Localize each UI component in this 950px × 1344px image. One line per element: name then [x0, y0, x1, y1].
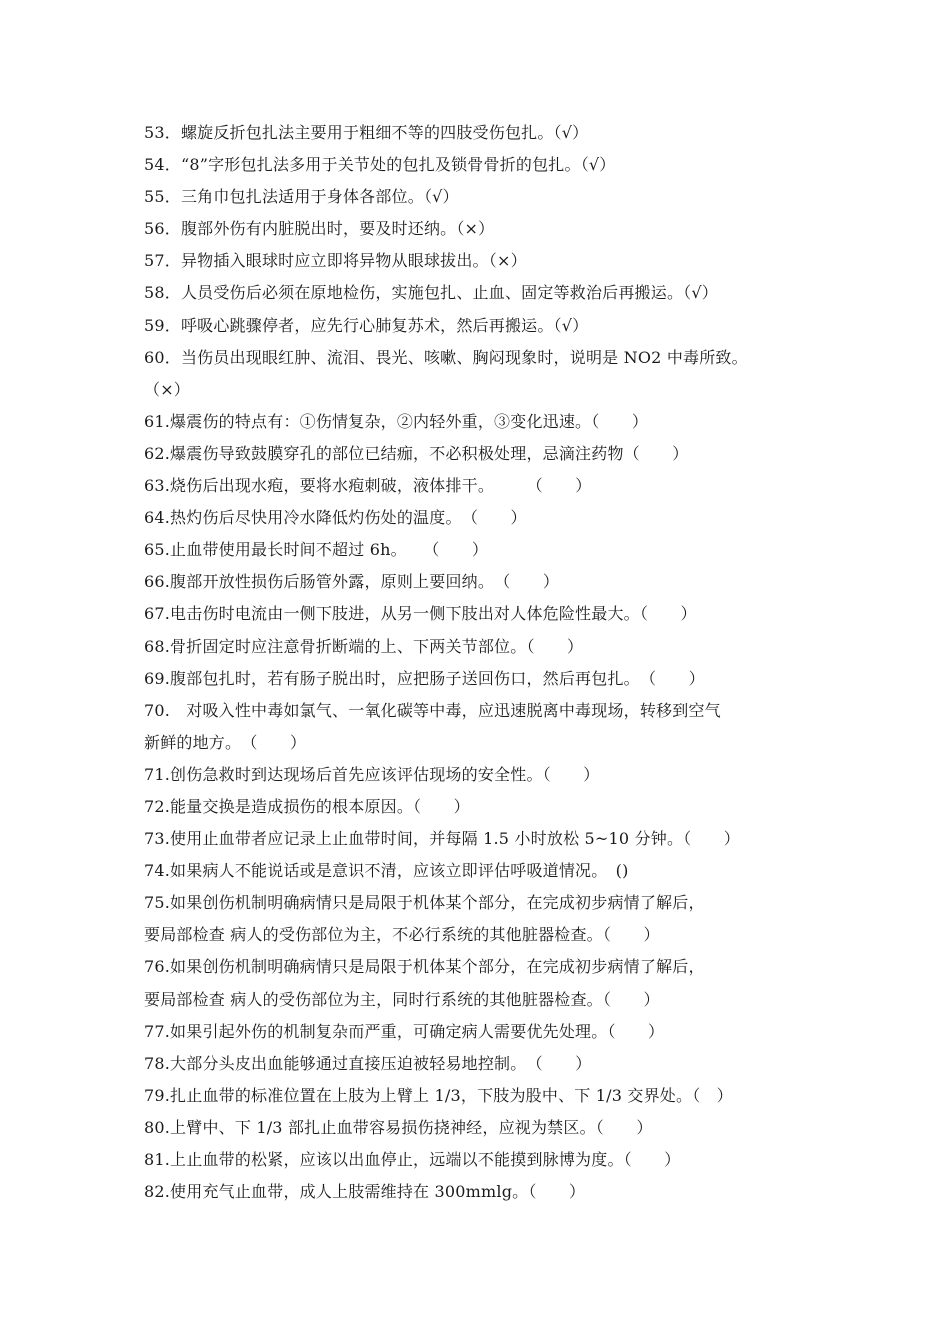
- text-line: 74.如果病人不能说话或是意识不清，应该立即评估呼吸道情况。 (): [144, 861, 629, 881]
- text-line: 58．人员受伤后必须在原地检伤，实施包扎、止血、固定等救治后再搬运。（√）: [144, 283, 718, 303]
- text-line: 72.能量交换是造成损伤的根本原因。（ ）: [144, 796, 470, 816]
- text-line: 77.如果引起外伤的机制复杂而严重，可确定病人需要优先处理。（ ）: [144, 1021, 665, 1041]
- text-line: 要局部检查 病人的受伤部位为主，不必行系统的其他脏器检查。（ ）: [144, 925, 660, 945]
- text-line: 56．腹部外伤有内脏脱出时，要及时还纳。（×）: [144, 219, 495, 239]
- text-line: 新鲜的地方。 （ ）: [144, 732, 307, 752]
- text-line: 82.使用充气止血带，成人上肢需维持在 300mmlg。（ ）: [144, 1182, 586, 1202]
- text-line: 63.烧伤后出现水疱，要将水疱刺破，液体排干。 （ ）: [144, 476, 592, 496]
- text-line: 79.扎止血带的标准位置在上肢为上臂上 1/3，下肢为股中、下 1/3 交界处。（ ）: [144, 1085, 733, 1105]
- text-line: 55．三角巾包扎法适用于身体各部位。（√）: [144, 187, 459, 207]
- text-line: 64.热灼伤后尽快用冷水降低灼伤处的温度。 （ ）: [144, 508, 527, 528]
- text-line: 57．异物插入眼球时应立即将异物从眼球拔出。（×）: [144, 251, 527, 271]
- text-line: 61.爆震伤的特点有：①伤情复杂，②内轻外重，③变化迅速。（ ）: [144, 411, 649, 431]
- text-line: 76.如果创伤机制明确病情只是局限于机体某个部分，在完成初步病情了解后，: [144, 957, 705, 977]
- text-line: 要局部检查 病人的受伤部位为主，同时行系统的其他脏器检查。（ ）: [144, 989, 660, 1009]
- text-line: （×）: [144, 379, 191, 399]
- text-line: 53．螺旋反折包扎法主要用于粗细不等的四肢受伤包扎。（√）: [144, 123, 589, 142]
- text-line: 80.上臂中、下 1/3 部扎止血带容易损伤挠神经，应视为禁区。（ ）: [144, 1117, 653, 1137]
- document-page: [144, 117, 824, 1208]
- text-line: 59．呼吸心跳骤停者，应先行心肺复苏术，然后再搬运。（√）: [144, 315, 589, 335]
- text-line: 65.止血带使用最长时间不超过 6h。 （ ）: [144, 540, 489, 560]
- text-line: 54．“8”字形包扎法多用于关节处的包扎及锁骨骨折的包扎。（√）: [144, 155, 616, 175]
- text-line: 73.使用止血带者应记录上止血带时间，并每隔 1.5 小时放松 5~10 分钟。（ ）: [144, 829, 740, 849]
- text-line: 75.如果创伤机制明确病情只是局限于机体某个部分，在完成初步病情了解后，: [144, 893, 705, 913]
- text-line: 69.腹部包扎时，若有肠子脱出时，应把肠子送回伤口，然后再包扎。 （ ）: [144, 668, 705, 688]
- text-line: 66.腹部开放性损伤后肠管外露，原则上要回纳。 （ ）: [144, 572, 560, 592]
- text-line: 71.创伤急救时到达现场后首先应该评估现场的安全性。（ ）: [144, 764, 600, 784]
- text-line: 60．当伤员出现眼红肿、流泪、畏光、咳嗽、胸闷现象时，说明是 NO2 中毒所致。: [144, 347, 748, 367]
- text-line: 68.骨折固定时应注意骨折断端的上、下两关节部位。（ ）: [144, 636, 584, 656]
- text-line: 70. 对吸入性中毒如氯气、一氧化碳等中毒，应迅速脱离中毒现场，转移到空气: [144, 700, 721, 720]
- text-line: 67.电击伤时电流由一侧下肢进，从另一侧下肢出对人体危险性最大。（ ）: [144, 604, 697, 624]
- text-line: 62.爆震伤导致鼓膜穿孔的部位已结痂，不必积极处理，忌滴注药物（ ）: [144, 443, 689, 463]
- text-line: 78.大部分头皮出血能够通过直接压迫被轻易地控制。 （ ）: [144, 1053, 592, 1073]
- text-line: 81.上止血带的松紧，应该以出血停止，远端以不能摸到脉博为度。（ ）: [144, 1150, 681, 1169]
